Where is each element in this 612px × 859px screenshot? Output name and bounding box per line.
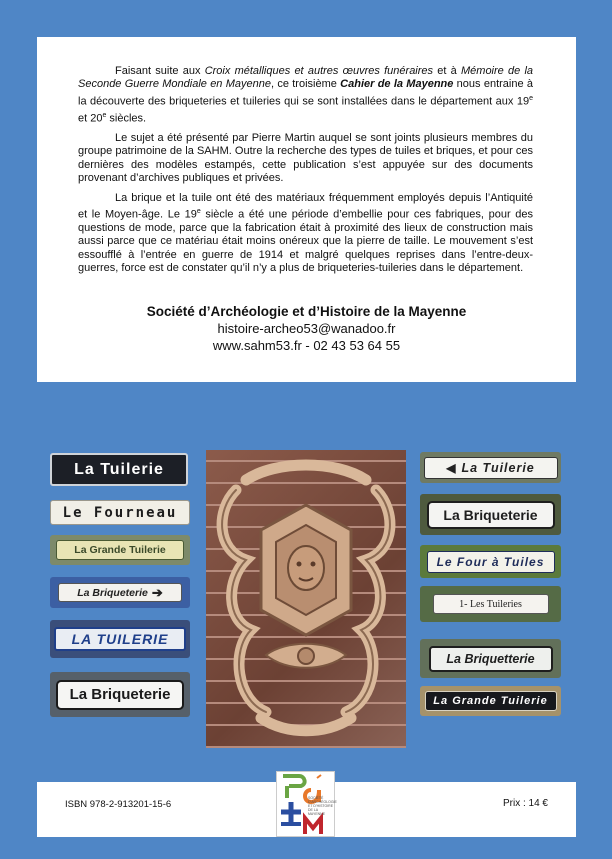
text: siècles. [106,112,147,125]
society-name: Société d’Archéologie et d’Histoire de la Mayenne [146,304,467,319]
text: La brique et la tuile ont été des matériaux fréquemment employés depuis l’Antiquité et le Moyen-âge. Le 19 [78,191,533,221]
sign-left-2 [50,500,190,525]
sign-text: La Grande Tuilerie [74,544,166,556]
sign-right-4 [420,586,561,622]
text: et 20 [78,112,103,125]
society-block [37,303,576,354]
sign-right-6 [420,686,561,716]
sign-text: Le Fourneau [62,504,178,521]
arrow-left-icon: ◀ [446,460,456,475]
description [78,65,533,276]
carved-brick-ornament-image [206,450,406,748]
sign-text: La Briqueterie [69,686,171,703]
title-italic: Croix métalliques et autres œuvres funéraires [204,65,434,77]
title-italic: Mémoire de la Seconde Guerre Mondiale en Mayenne [78,65,534,91]
sign-right-2 [420,494,561,535]
sign-text: La Briqueterie [77,586,148,599]
text: et à [433,65,461,77]
sahm-logo [276,771,335,837]
text: nous entraine à la découverte des briqueteries et tuileries qui se sont installées dans le département aux 19 [78,78,534,108]
paragraph-3 [78,192,533,276]
series-title: Cahier de la Mayenne [340,78,454,91]
sign-text: La Tuilerie [74,460,164,478]
superscript: e [102,111,107,119]
sign-text: 1- Les Tuileries [459,598,522,610]
sign-right-3 [420,545,561,578]
sign-text: La Grande Tuilerie [433,695,548,707]
superscript: e [529,94,533,102]
text-panel [37,37,576,382]
society-contact: www.sahm53.fr - 02 43 53 64 55 [212,338,401,353]
logo-caption: SOCIÉTÉ D'ARCHÉOLOGIE ET D'HISTOIRE DE LA MAYENNE [308,796,337,816]
sign-left-4 [50,577,190,608]
text: , ce troisième [270,78,341,91]
sign-text: Le Four à Tuiles [436,554,545,569]
arrow-right-icon: ➔ [151,584,163,600]
sign-text: La Briqueterie [443,506,538,523]
sign-text: La Briquetterie [446,651,535,666]
sign-left-6 [50,672,190,717]
text: Faisant suite aux [115,65,205,77]
isbn: ISBN 978-2-913201-15-6 [65,799,172,810]
sign-left-1 [50,453,188,486]
sign-text: LA TUILERIE [71,631,169,647]
footer-panel [37,782,576,837]
paragraph-1 [78,65,533,126]
sign-left-3 [50,535,190,565]
paragraph-2: Le sujet a été présenté par Pierre Martin auquel se sont joints plusieurs membres du groupe patrimoine de la SAHM. Outre la recherche des types de tuiles et briques, et pour ces dernières des modèles estampés, cette publication s’est appuyée sur des documents provenant d’archives publiques et privées. [78,131,533,185]
sign-right-1 [420,452,561,483]
sign-text: La Tuilerie [461,460,535,475]
text: siècle a été une période d’embellie pour ces fabriques, pour des questions de mode, parce que la fabrication était à proximité des lieux de construction mais aussi parce que ce matériau était moins onéreux que la pierre de taille. Le mouvement s’est essoufflé à l’entrée en guerre de 1914 et malgré quelques reprises dans l’entre-deux-guerres, force est de constater qu’il n’y a plus de briqueteries-tuileries dans le département. [78,208,533,275]
sign-right-5 [420,639,561,678]
superscript: e [196,207,201,215]
sign-left-5 [50,620,190,658]
society-email[interactable]: histoire-archeo53@wanadoo.fr [217,321,396,336]
price: Prix : 14 € [502,798,548,809]
